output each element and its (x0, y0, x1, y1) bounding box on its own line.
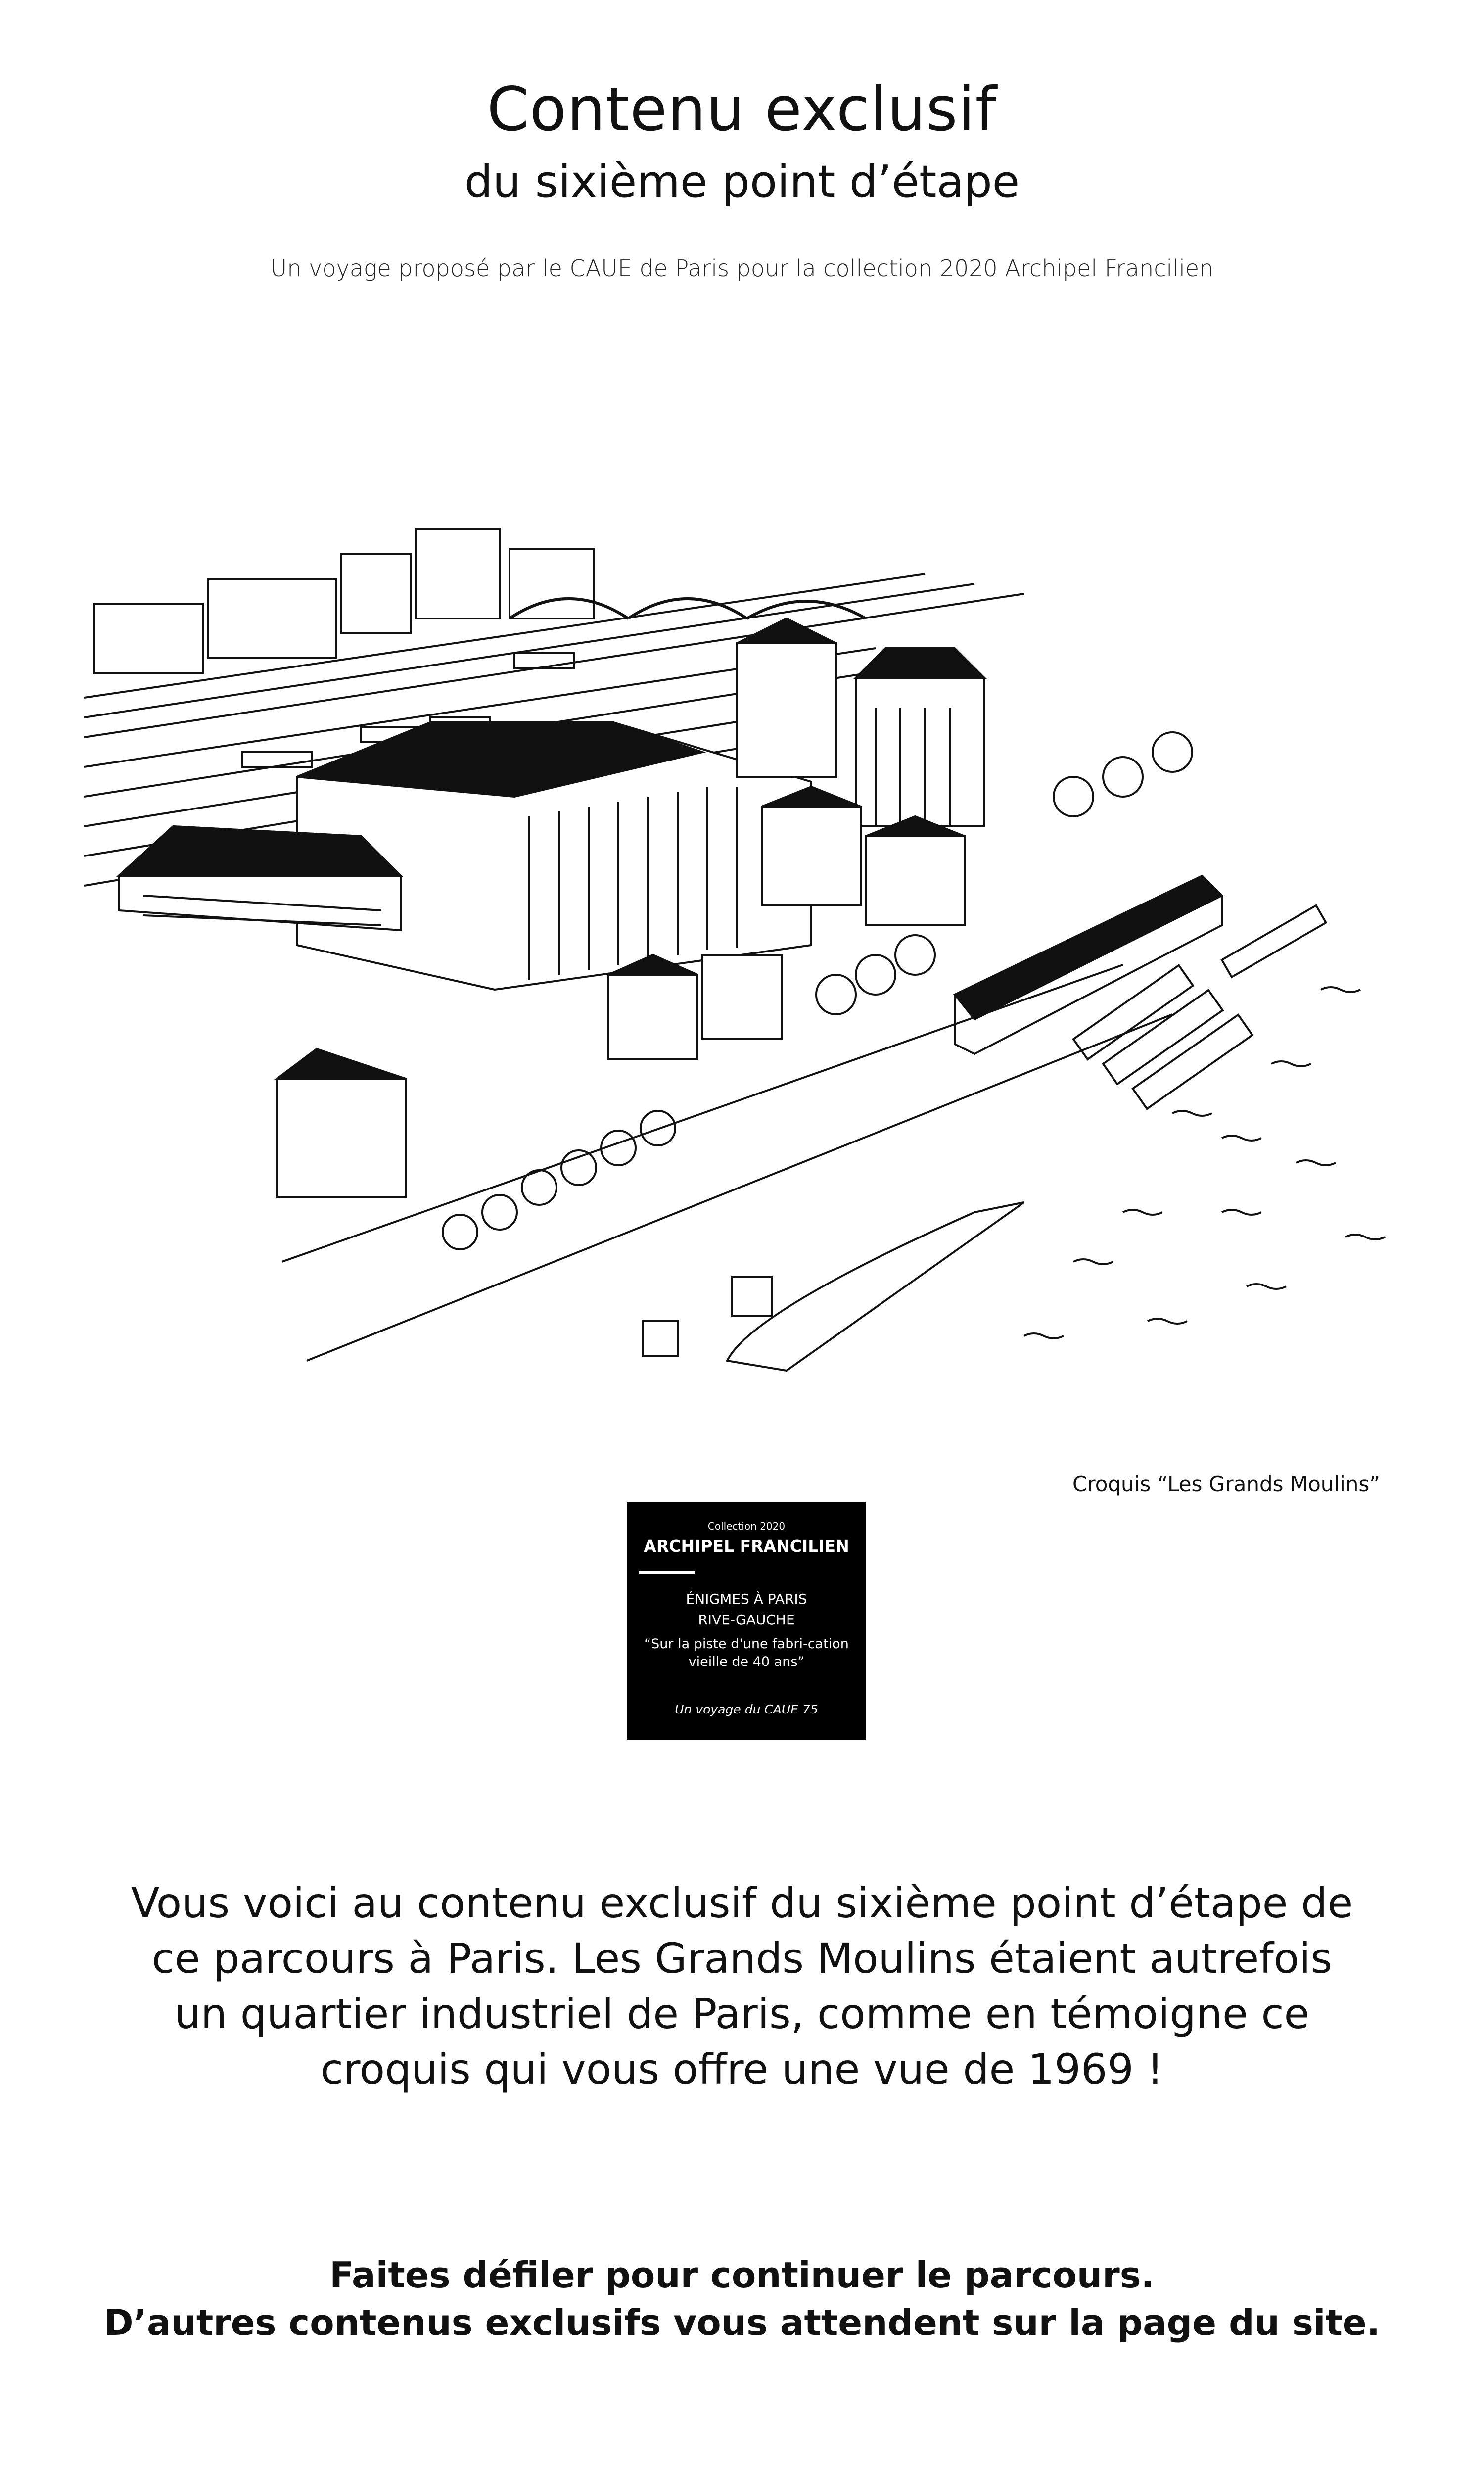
page-subtitle: du sixième point d’étape (464, 156, 1020, 208)
page-title: Contenu exclusif (487, 74, 997, 144)
footer-line-1: Faites défiler pour continuer le parcours. (329, 2254, 1155, 2296)
badge-collection: Collection 2020 (707, 1521, 786, 1532)
scroll-footer (0, 2251, 1484, 2346)
badge-line-2: RIVE-GAUCHE (698, 1612, 795, 1628)
badge-line-1: ÉNIGMES À PARIS (686, 1591, 807, 1607)
credit-line: Un voyage proposé par le CAUE de Paris pour la collection 2020 Archipel Francilien (270, 255, 1214, 282)
sketch-caption: Croquis “Les Grands Moulins” (1072, 1472, 1380, 1496)
sketch-illustration (84, 520, 1390, 1435)
collection-badge (627, 1502, 866, 1740)
badge-quote: “Sur la piste d'une fabri-cation vieille de 40 ans” (644, 1636, 849, 1669)
badge-name: ARCHIPEL FRANCILIEN (644, 1536, 849, 1556)
badge-divider (639, 1571, 695, 1574)
footer-line-2: D’autres contenus exclusifs vous attendent sur la page du site. (103, 2302, 1381, 2343)
intro-paragraph: Vous voici au contenu exclusif du sixième point d’étape de ce parcours à Paris. Les Grands Moulins étaient autrefois un quartier industriel de Paris, comme en témoigne ce croquis qui vous offre une vue de 1969 ! (131, 1879, 1353, 2093)
badge-author: Un voyage du CAUE 75 (675, 1702, 818, 1716)
